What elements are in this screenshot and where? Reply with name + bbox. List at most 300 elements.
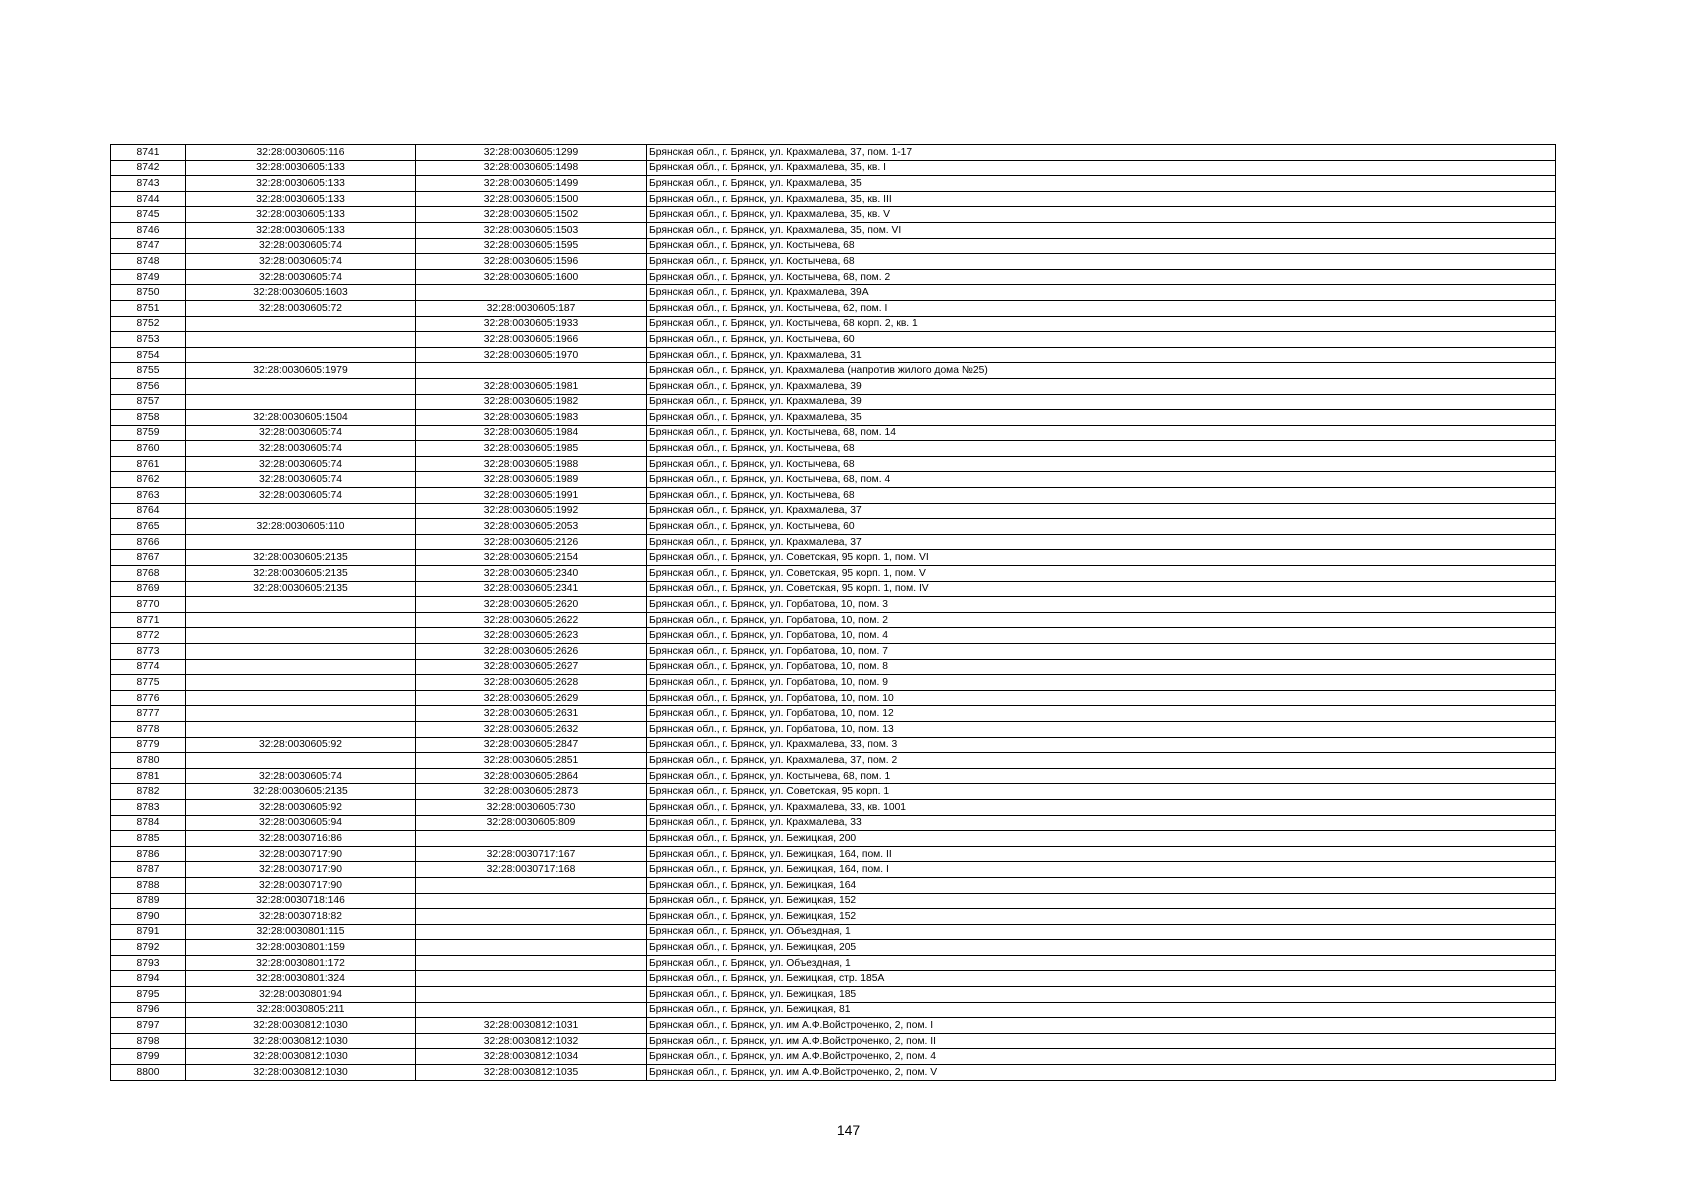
table-row [111, 737, 1556, 753]
address-cell: Брянская обл., г. Брянск, ул. Бежицкая, 81 [647, 1002, 1556, 1018]
address-cell: Брянская обл., г. Брянск, ул. Бежицкая, 164, пом. I [647, 862, 1556, 878]
address-cell: Брянская обл., г. Брянск, ул. Крахмалева, 33, кв. 1001 [647, 799, 1556, 815]
land-cadastral-number-cell: 32:28:0030605:74 [186, 425, 416, 441]
object-cadastral-number-cell: 32:28:0030605:1299 [416, 145, 647, 161]
row-number-cell: 8755 [111, 363, 186, 379]
address-cell: Брянская обл., г. Брянск, ул. Костычева, 68, пом. 2 [647, 269, 1556, 285]
address-cell: Брянская обл., г. Брянск, ул. Костычева, 68, пом. 1 [647, 768, 1556, 784]
address-cell: Брянская обл., г. Брянск, ул. Костычева, 68, пом. 4 [647, 472, 1556, 488]
address-cell: Брянская обл., г. Брянск, ул. Костычева, 60 [647, 332, 1556, 348]
row-number-cell: 8775 [111, 675, 186, 691]
object-cadastral-number-cell [416, 363, 647, 379]
row-number-cell: 8758 [111, 410, 186, 426]
table-row [111, 176, 1556, 192]
land-cadastral-number-cell: 32:28:0030801:159 [186, 940, 416, 956]
address-cell: Брянская обл., г. Брянск, ул. Костычева, 68 [647, 456, 1556, 472]
table-row [111, 488, 1556, 504]
object-cadastral-number-cell [416, 955, 647, 971]
address-cell: Брянская обл., г. Брянск, ул. Костычева, 60 [647, 519, 1556, 535]
land-cadastral-number-cell: 32:28:0030605:74 [186, 269, 416, 285]
object-cadastral-number-cell: 32:28:0030605:1992 [416, 503, 647, 519]
address-cell: Брянская обл., г. Брянск, ул. Бежицкая, 164 [647, 877, 1556, 893]
land-cadastral-number-cell: 32:28:0030717:90 [186, 862, 416, 878]
table-row [111, 1065, 1556, 1081]
row-number-cell: 8792 [111, 940, 186, 956]
row-number-cell: 8796 [111, 1002, 186, 1018]
land-cadastral-number-cell: 32:28:0030812:1030 [186, 1065, 416, 1081]
land-cadastral-number-cell: 32:28:0030605:133 [186, 176, 416, 192]
address-cell: Брянская обл., г. Брянск, ул. им А.Ф.Войстроченко, 2, пом. II [647, 1033, 1556, 1049]
land-cadastral-number-cell [186, 378, 416, 394]
table-row [111, 706, 1556, 722]
object-cadastral-number-cell: 32:28:0030605:1970 [416, 347, 647, 363]
table-row [111, 862, 1556, 878]
address-cell: Брянская обл., г. Брянск, ул. Бежицкая, 200 [647, 831, 1556, 847]
land-cadastral-number-cell: 32:28:0030605:74 [186, 488, 416, 504]
address-cell: Брянская обл., г. Брянск, ул. Крахмалева (напротив жилого дома №25) [647, 363, 1556, 379]
object-cadastral-number-cell: 32:28:0030605:1988 [416, 456, 647, 472]
row-number-cell: 8778 [111, 721, 186, 737]
address-cell: Брянская обл., г. Брянск, ул. Костычева, 68 [647, 441, 1556, 457]
table-row [111, 550, 1556, 566]
object-cadastral-number-cell: 32:28:0030605:2864 [416, 768, 647, 784]
address-cell: Брянская обл., г. Брянск, ул. Бежицкая, 152 [647, 893, 1556, 909]
row-number-cell: 8742 [111, 160, 186, 176]
land-cadastral-number-cell: 32:28:0030605:2135 [186, 566, 416, 582]
address-cell: Брянская обл., г. Брянск, ул. Советская, 95 корп. 1, пом. VI [647, 550, 1556, 566]
object-cadastral-number-cell: 32:28:0030605:1498 [416, 160, 647, 176]
address-cell: Брянская обл., г. Брянск, ул. Объездная, 1 [647, 955, 1556, 971]
table-row [111, 160, 1556, 176]
land-cadastral-number-cell: 32:28:0030605:74 [186, 254, 416, 270]
land-cadastral-number-cell: 32:28:0030605:94 [186, 815, 416, 831]
object-cadastral-number-cell: 32:28:0030605:1502 [416, 207, 647, 223]
address-cell: Брянская обл., г. Брянск, ул. им А.Ф.Войстроченко, 2, пом. I [647, 1018, 1556, 1034]
land-cadastral-number-cell: 32:28:0030605:2135 [186, 784, 416, 800]
land-cadastral-number-cell [186, 612, 416, 628]
land-cadastral-number-cell [186, 659, 416, 675]
land-cadastral-number-cell [186, 721, 416, 737]
land-cadastral-number-cell [186, 644, 416, 660]
table-row [111, 503, 1556, 519]
row-number-cell: 8741 [111, 145, 186, 161]
address-cell: Брянская обл., г. Брянск, ул. Крахмалева, 37, пом. 2 [647, 753, 1556, 769]
row-number-cell: 8750 [111, 285, 186, 301]
address-cell: Брянская обл., г. Брянск, ул. Горбатова, 10, пом. 8 [647, 659, 1556, 675]
address-cell: Брянская обл., г. Брянск, ул. Костычева, 68 [647, 238, 1556, 254]
address-cell: Брянская обл., г. Брянск, ул. Горбатова, 10, пом. 9 [647, 675, 1556, 691]
row-number-cell: 8789 [111, 893, 186, 909]
object-cadastral-number-cell [416, 893, 647, 909]
object-cadastral-number-cell: 32:28:0030605:187 [416, 300, 647, 316]
object-cadastral-number-cell: 32:28:0030605:1595 [416, 238, 647, 254]
address-cell: Брянская обл., г. Брянск, ул. Крахмалева, 37 [647, 534, 1556, 550]
row-number-cell: 8744 [111, 191, 186, 207]
land-cadastral-number-cell [186, 753, 416, 769]
address-cell: Брянская обл., г. Брянск, ул. Бежицкая, 205 [647, 940, 1556, 956]
address-cell: Брянская обл., г. Брянск, ул. Горбатова, 10, пом. 13 [647, 721, 1556, 737]
object-cadastral-number-cell: 32:28:0030605:1499 [416, 176, 647, 192]
object-cadastral-number-cell: 32:28:0030605:2340 [416, 566, 647, 582]
object-cadastral-number-cell: 32:28:0030605:1984 [416, 425, 647, 441]
row-number-cell: 8759 [111, 425, 186, 441]
object-cadastral-number-cell: 32:28:0030605:1989 [416, 472, 647, 488]
land-cadastral-number-cell: 32:28:0030605:92 [186, 799, 416, 815]
page-number: 147 [836, 1122, 861, 1138]
land-cadastral-number-cell: 32:28:0030812:1030 [186, 1018, 416, 1034]
table-row [111, 441, 1556, 457]
object-cadastral-number-cell: 32:28:0030717:167 [416, 846, 647, 862]
table-row [111, 784, 1556, 800]
land-cadastral-number-cell: 32:28:0030605:72 [186, 300, 416, 316]
row-number-cell: 8765 [111, 519, 186, 535]
address-cell: Брянская обл., г. Брянск, ул. Советская, 95 корп. 1, пом. V [647, 566, 1556, 582]
object-cadastral-number-cell [416, 877, 647, 893]
table-row [111, 191, 1556, 207]
address-cell: Брянская обл., г. Брянск, ул. Костычева, 68 корп. 2, кв. 1 [647, 316, 1556, 332]
land-cadastral-number-cell: 32:28:0030717:90 [186, 877, 416, 893]
land-cadastral-number-cell [186, 394, 416, 410]
object-cadastral-number-cell [416, 285, 647, 301]
land-cadastral-number-cell: 32:28:0030605:116 [186, 145, 416, 161]
land-cadastral-number-cell: 32:28:0030718:146 [186, 893, 416, 909]
object-cadastral-number-cell: 32:28:0030812:1032 [416, 1033, 647, 1049]
object-cadastral-number-cell: 32:28:0030605:1966 [416, 332, 647, 348]
row-number-cell: 8756 [111, 378, 186, 394]
table-row [111, 987, 1556, 1003]
land-cadastral-number-cell: 32:28:0030605:1504 [186, 410, 416, 426]
address-cell: Брянская обл., г. Брянск, ул. им А.Ф.Войстроченко, 2, пом. V [647, 1065, 1556, 1081]
table-row [111, 363, 1556, 379]
land-cadastral-number-cell [186, 316, 416, 332]
address-cell: Брянская обл., г. Брянск, ул. Бежицкая, стр. 185А [647, 971, 1556, 987]
land-cadastral-number-cell: 32:28:0030605:133 [186, 207, 416, 223]
row-number-cell: 8781 [111, 768, 186, 784]
table-row [111, 924, 1556, 940]
land-cadastral-number-cell [186, 706, 416, 722]
object-cadastral-number-cell [416, 1002, 647, 1018]
table-row [111, 753, 1556, 769]
address-cell: Брянская обл., г. Брянск, ул. Крахмалева, 35 [647, 410, 1556, 426]
table-row [111, 1033, 1556, 1049]
land-cadastral-number-cell: 32:28:0030605:2135 [186, 550, 416, 566]
address-cell: Брянская обл., г. Брянск, ул. Крахмалева, 33 [647, 815, 1556, 831]
address-cell: Брянская обл., г. Брянск, ул. Бежицкая, 152 [647, 909, 1556, 925]
land-cadastral-number-cell: 32:28:0030801:94 [186, 987, 416, 1003]
land-cadastral-number-cell: 32:28:0030605:74 [186, 441, 416, 457]
row-number-cell: 8760 [111, 441, 186, 457]
address-cell: Брянская обл., г. Брянск, ул. Крахмалева, 35, кв. V [647, 207, 1556, 223]
address-cell: Брянская обл., г. Брянск, ул. Крахмалева, 39 [647, 378, 1556, 394]
address-cell: Брянская обл., г. Брянск, ул. Крахмалева, 37, пом. 1-17 [647, 145, 1556, 161]
table-row [111, 316, 1556, 332]
table-row [111, 472, 1556, 488]
table-row [111, 846, 1556, 862]
object-cadastral-number-cell [416, 971, 647, 987]
object-cadastral-number-cell: 32:28:0030605:2126 [416, 534, 647, 550]
object-cadastral-number-cell: 32:28:0030605:2629 [416, 690, 647, 706]
table-row [111, 254, 1556, 270]
object-cadastral-number-cell: 32:28:0030605:730 [416, 799, 647, 815]
row-number-cell: 8746 [111, 222, 186, 238]
address-cell: Брянская обл., г. Брянск, ул. Бежицкая, 164, пом. II [647, 846, 1556, 862]
address-cell: Брянская обл., г. Брянск, ул. Крахмалева, 37 [647, 503, 1556, 519]
object-cadastral-number-cell: 32:28:0030605:2847 [416, 737, 647, 753]
object-cadastral-number-cell: 32:28:0030605:2851 [416, 753, 647, 769]
object-cadastral-number-cell: 32:28:0030605:809 [416, 815, 647, 831]
row-number-cell: 8788 [111, 877, 186, 893]
table-row [111, 597, 1556, 613]
object-cadastral-number-cell: 32:28:0030605:1991 [416, 488, 647, 504]
table-row [111, 628, 1556, 644]
object-cadastral-number-cell: 32:28:0030605:2631 [416, 706, 647, 722]
object-cadastral-number-cell: 32:28:0030605:2154 [416, 550, 647, 566]
row-number-cell: 8774 [111, 659, 186, 675]
row-number-cell: 8790 [111, 909, 186, 925]
object-cadastral-number-cell: 32:28:0030605:2627 [416, 659, 647, 675]
table-row [111, 332, 1556, 348]
table-row [111, 690, 1556, 706]
row-number-cell: 8773 [111, 644, 186, 660]
address-cell: Брянская обл., г. Брянск, ул. Крахмалева, 31 [647, 347, 1556, 363]
address-cell: Брянская обл., г. Брянск, ул. Крахмалева, 35, кв. I [647, 160, 1556, 176]
object-cadastral-number-cell: 32:28:0030605:2622 [416, 612, 647, 628]
row-number-cell: 8747 [111, 238, 186, 254]
row-number-cell: 8787 [111, 862, 186, 878]
object-cadastral-number-cell: 32:28:0030605:1982 [416, 394, 647, 410]
land-cadastral-number-cell [186, 690, 416, 706]
object-cadastral-number-cell: 32:28:0030605:1985 [416, 441, 647, 457]
row-number-cell: 8761 [111, 456, 186, 472]
address-cell: Брянская обл., г. Брянск, ул. Костычева, 62, пом. I [647, 300, 1556, 316]
table-row [111, 1018, 1556, 1034]
table-row [111, 644, 1556, 660]
row-number-cell: 8767 [111, 550, 186, 566]
table-row [111, 347, 1556, 363]
land-cadastral-number-cell: 32:28:0030801:172 [186, 955, 416, 971]
object-cadastral-number-cell: 32:28:0030605:2623 [416, 628, 647, 644]
row-number-cell: 8749 [111, 269, 186, 285]
address-cell: Брянская обл., г. Брянск, ул. Костычева, 68, пом. 14 [647, 425, 1556, 441]
land-cadastral-number-cell [186, 675, 416, 691]
table-row [111, 877, 1556, 893]
row-number-cell: 8782 [111, 784, 186, 800]
address-cell: Брянская обл., г. Брянск, ул. Костычева, 68 [647, 254, 1556, 270]
row-number-cell: 8793 [111, 955, 186, 971]
table-row [111, 145, 1556, 161]
table-row [111, 971, 1556, 987]
registry-table-body [111, 145, 1556, 1081]
object-cadastral-number-cell: 32:28:0030605:1933 [416, 316, 647, 332]
row-number-cell: 8797 [111, 1018, 186, 1034]
row-number-cell: 8795 [111, 987, 186, 1003]
table-row [111, 940, 1556, 956]
object-cadastral-number-cell: 32:28:0030605:2053 [416, 519, 647, 535]
land-cadastral-number-cell [186, 332, 416, 348]
land-cadastral-number-cell: 32:28:0030605:92 [186, 737, 416, 753]
row-number-cell: 8766 [111, 534, 186, 550]
address-cell: Брянская обл., г. Брянск, ул. Крахмалева, 35, пом. VI [647, 222, 1556, 238]
address-cell: Брянская обл., г. Брянск, ул. Советская, 95 корп. 1 [647, 784, 1556, 800]
row-number-cell: 8748 [111, 254, 186, 270]
row-number-cell: 8769 [111, 581, 186, 597]
table-row [111, 378, 1556, 394]
object-cadastral-number-cell: 32:28:0030605:2620 [416, 597, 647, 613]
table-row [111, 222, 1556, 238]
table-row [111, 799, 1556, 815]
table-row [111, 909, 1556, 925]
land-cadastral-number-cell [186, 347, 416, 363]
object-cadastral-number-cell: 32:28:0030717:168 [416, 862, 647, 878]
table-row [111, 566, 1556, 582]
land-cadastral-number-cell: 32:28:0030605:133 [186, 160, 416, 176]
address-cell: Брянская обл., г. Брянск, ул. Крахмалева, 35, кв. III [647, 191, 1556, 207]
row-number-cell: 8776 [111, 690, 186, 706]
row-number-cell: 8800 [111, 1065, 186, 1081]
row-number-cell: 8751 [111, 300, 186, 316]
address-cell: Брянская обл., г. Брянск, ул. Костычева, 68 [647, 488, 1556, 504]
row-number-cell: 8799 [111, 1049, 186, 1065]
land-cadastral-number-cell [186, 628, 416, 644]
land-cadastral-number-cell: 32:28:0030812:1030 [186, 1033, 416, 1049]
land-cadastral-number-cell: 32:28:0030605:74 [186, 238, 416, 254]
object-cadastral-number-cell: 32:28:0030605:1596 [416, 254, 647, 270]
land-cadastral-number-cell: 32:28:0030716:86 [186, 831, 416, 847]
object-cadastral-number-cell: 32:28:0030605:2873 [416, 784, 647, 800]
table-row [111, 394, 1556, 410]
object-cadastral-number-cell: 32:28:0030605:2632 [416, 721, 647, 737]
table-row [111, 721, 1556, 737]
land-cadastral-number-cell: 32:28:0030812:1030 [186, 1049, 416, 1065]
object-cadastral-number-cell [416, 987, 647, 1003]
object-cadastral-number-cell: 32:28:0030605:2628 [416, 675, 647, 691]
address-cell: Брянская обл., г. Брянск, ул. Бежицкая, 185 [647, 987, 1556, 1003]
table-row [111, 659, 1556, 675]
table-row [111, 456, 1556, 472]
row-number-cell: 8762 [111, 472, 186, 488]
row-number-cell: 8783 [111, 799, 186, 815]
table-row [111, 269, 1556, 285]
row-number-cell: 8764 [111, 503, 186, 519]
table-row [111, 1002, 1556, 1018]
object-cadastral-number-cell: 32:28:0030605:1503 [416, 222, 647, 238]
address-cell: Брянская обл., г. Брянск, ул. Объездная, 1 [647, 924, 1556, 940]
land-cadastral-number-cell: 32:28:0030605:133 [186, 222, 416, 238]
address-cell: Брянская обл., г. Брянск, ул. Советская, 95 корп. 1, пом. IV [647, 581, 1556, 597]
row-number-cell: 8791 [111, 924, 186, 940]
table-row [111, 519, 1556, 535]
row-number-cell: 8771 [111, 612, 186, 628]
table-row [111, 675, 1556, 691]
table-row [111, 238, 1556, 254]
row-number-cell: 8780 [111, 753, 186, 769]
table-row [111, 815, 1556, 831]
object-cadastral-number-cell: 32:28:0030812:1035 [416, 1065, 647, 1081]
address-cell: Брянская обл., г. Брянск, ул. Горбатова, 10, пом. 7 [647, 644, 1556, 660]
land-cadastral-number-cell: 32:28:0030718:82 [186, 909, 416, 925]
row-number-cell: 8757 [111, 394, 186, 410]
land-cadastral-number-cell: 32:28:0030605:1979 [186, 363, 416, 379]
object-cadastral-number-cell [416, 924, 647, 940]
object-cadastral-number-cell [416, 831, 647, 847]
row-number-cell: 8763 [111, 488, 186, 504]
object-cadastral-number-cell [416, 909, 647, 925]
row-number-cell: 8786 [111, 846, 186, 862]
land-cadastral-number-cell: 32:28:0030605:110 [186, 519, 416, 535]
registry-table [110, 144, 1556, 1081]
row-number-cell: 8754 [111, 347, 186, 363]
table-row [111, 207, 1556, 223]
land-cadastral-number-cell: 32:28:0030605:74 [186, 768, 416, 784]
row-number-cell: 8785 [111, 831, 186, 847]
object-cadastral-number-cell: 32:28:0030812:1034 [416, 1049, 647, 1065]
table-row [111, 285, 1556, 301]
address-cell: Брянская обл., г. Брянск, ул. им А.Ф.Войстроченко, 2, пом. 4 [647, 1049, 1556, 1065]
address-cell: Брянская обл., г. Брянск, ул. Горбатова, 10, пом. 3 [647, 597, 1556, 613]
land-cadastral-number-cell: 32:28:0030605:74 [186, 456, 416, 472]
address-cell: Брянская обл., г. Брянск, ул. Горбатова, 10, пом. 2 [647, 612, 1556, 628]
object-cadastral-number-cell: 32:28:0030605:1600 [416, 269, 647, 285]
row-number-cell: 8784 [111, 815, 186, 831]
row-number-cell: 8779 [111, 737, 186, 753]
land-cadastral-number-cell [186, 597, 416, 613]
row-number-cell: 8753 [111, 332, 186, 348]
address-cell: Брянская обл., г. Брянск, ул. Крахмалева, 35 [647, 176, 1556, 192]
object-cadastral-number-cell [416, 940, 647, 956]
row-number-cell: 8752 [111, 316, 186, 332]
object-cadastral-number-cell: 32:28:0030812:1031 [416, 1018, 647, 1034]
table-row [111, 425, 1556, 441]
row-number-cell: 8798 [111, 1033, 186, 1049]
table-row [111, 534, 1556, 550]
table-row [111, 893, 1556, 909]
land-cadastral-number-cell: 32:28:0030801:324 [186, 971, 416, 987]
row-number-cell: 8743 [111, 176, 186, 192]
row-number-cell: 8794 [111, 971, 186, 987]
row-number-cell: 8770 [111, 597, 186, 613]
land-cadastral-number-cell: 32:28:0030805:211 [186, 1002, 416, 1018]
table-row [111, 1049, 1556, 1065]
address-cell: Брянская обл., г. Брянск, ул. Крахмалева, 39 [647, 394, 1556, 410]
address-cell: Брянская обл., г. Брянск, ул. Горбатова, 10, пом. 4 [647, 628, 1556, 644]
row-number-cell: 8768 [111, 566, 186, 582]
land-cadastral-number-cell: 32:28:0030605:133 [186, 191, 416, 207]
land-cadastral-number-cell [186, 534, 416, 550]
table-row [111, 300, 1556, 316]
object-cadastral-number-cell: 32:28:0030605:1983 [416, 410, 647, 426]
object-cadastral-number-cell: 32:28:0030605:1500 [416, 191, 647, 207]
land-cadastral-number-cell: 32:28:0030801:115 [186, 924, 416, 940]
address-cell: Брянская обл., г. Брянск, ул. Крахмалева, 33, пом. 3 [647, 737, 1556, 753]
row-number-cell: 8777 [111, 706, 186, 722]
object-cadastral-number-cell: 32:28:0030605:1981 [416, 378, 647, 394]
row-number-cell: 8745 [111, 207, 186, 223]
land-cadastral-number-cell: 32:28:0030605:2135 [186, 581, 416, 597]
table-row [111, 410, 1556, 426]
table-row [111, 768, 1556, 784]
table-row [111, 581, 1556, 597]
land-cadastral-number-cell: 32:28:0030605:1603 [186, 285, 416, 301]
table-row [111, 612, 1556, 628]
table-row [111, 831, 1556, 847]
land-cadastral-number-cell [186, 503, 416, 519]
object-cadastral-number-cell: 32:28:0030605:2626 [416, 644, 647, 660]
land-cadastral-number-cell: 32:28:0030605:74 [186, 472, 416, 488]
land-cadastral-number-cell: 32:28:0030717:90 [186, 846, 416, 862]
address-cell: Брянская обл., г. Брянск, ул. Крахмалева, 39А [647, 285, 1556, 301]
object-cadastral-number-cell: 32:28:0030605:2341 [416, 581, 647, 597]
table-row [111, 955, 1556, 971]
